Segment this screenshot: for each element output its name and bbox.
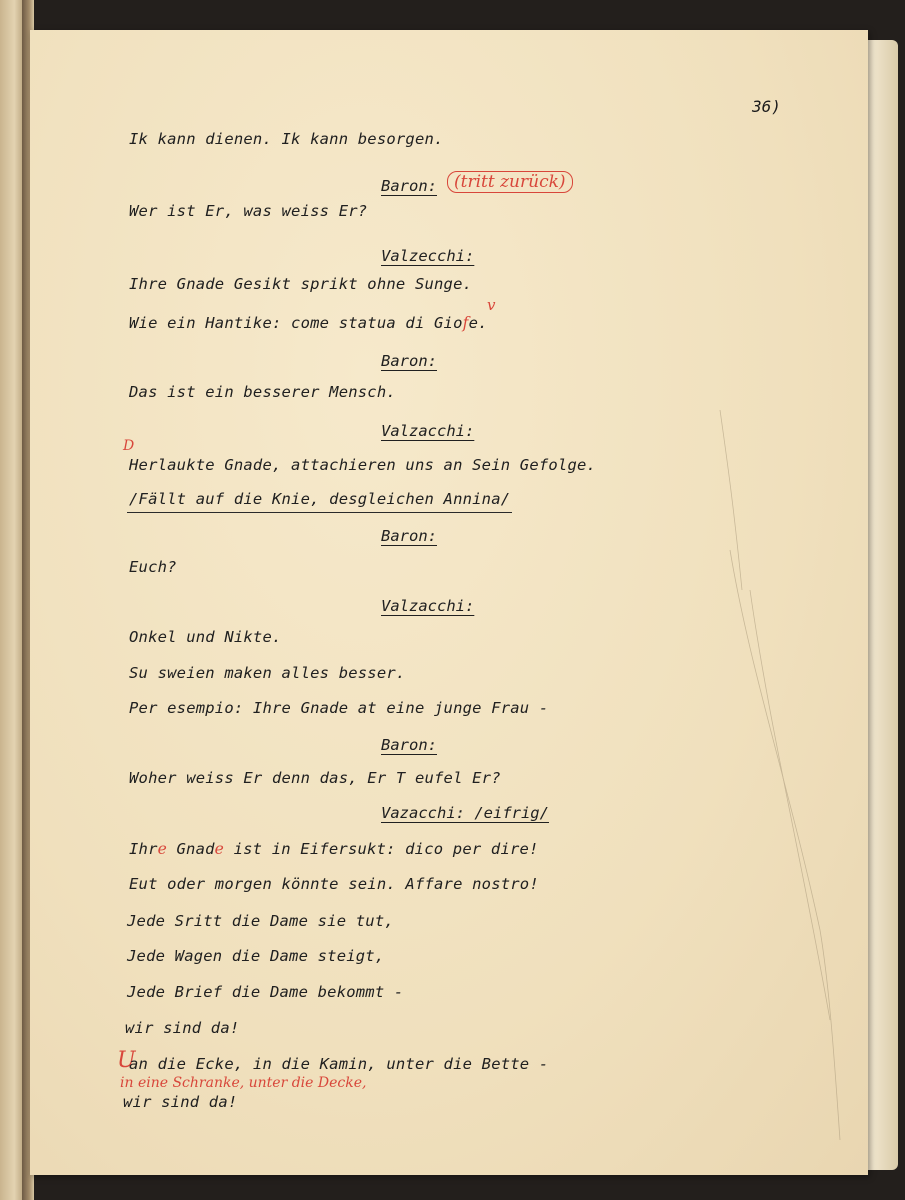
page-number: 36): [752, 97, 781, 116]
line-part: Wie ein Hantike: come statua di Gio: [129, 314, 463, 332]
dialogue-line: Das ist ein besserer Mensch.: [129, 383, 396, 401]
dialogue-line: Ik kann dienen. Ik kann besorgen.: [129, 130, 444, 148]
speaker-label: Vazacchi: /eifrig/: [381, 804, 549, 822]
dialogue-line: Herlaukte Gnade, attachieren uns an Sein Gefolge.: [129, 456, 597, 474]
handwritten-insertion: in eine Schranke, unter die Decke,: [120, 1075, 367, 1091]
line-part: Gnad: [166, 840, 215, 858]
correction-mark: e: [214, 840, 225, 858]
dialogue-line: Onkel und Nikte.: [129, 628, 282, 646]
underline-rule: [127, 512, 512, 513]
line-part: ist in Eifersukt: dico per dire!: [224, 840, 539, 858]
dialogue-line: wir sind da!: [125, 1019, 240, 1037]
line-part: e.: [468, 314, 488, 332]
dialogue-line: an die Ecke, in die Kamin, unter die Bette -: [129, 1055, 549, 1073]
dialogue-line: Euch?: [129, 558, 177, 576]
dialogue-line: Woher weiss Er denn das, Er T eufel Er?: [129, 769, 501, 787]
stage-direction: /Fällt auf die Knie, desgleichen Annina/: [129, 490, 511, 508]
correction-mark: U: [117, 1048, 136, 1073]
line-part: Ihr: [129, 840, 158, 858]
speaker-label: Valzacchi:: [381, 597, 475, 615]
dialogue-line: [129, 314, 488, 332]
speaker-label: Baron:: [381, 527, 437, 545]
dialogue-line: Per esempio: Ihre Gnade at eine junge Frau -: [129, 699, 549, 717]
speaker-label: Baron:: [381, 736, 437, 754]
dialogue-line: [129, 840, 539, 858]
correction-mark: f: [462, 314, 469, 332]
stage-direction-note: (tritt zurück): [447, 171, 573, 193]
dialogue-line: Su sweien maken alles besser.: [129, 664, 406, 682]
speaker-label: Baron:: [381, 352, 437, 370]
dialogue-line: Jede Sritt die Dame sie tut,: [127, 912, 394, 930]
correction-mark: D: [123, 438, 135, 454]
correction-mark: e: [157, 840, 167, 858]
speaker-label: Valzacchi:: [381, 422, 475, 440]
speaker-label: Baron:: [381, 177, 437, 195]
dialogue-line: wir sind da!: [123, 1093, 238, 1111]
dialogue-line: Jede Brief die Dame bekommt -: [127, 983, 404, 1001]
dialogue-line: Ihre Gnade Gesikt sprikt ohne Sunge.: [129, 275, 473, 293]
correction-mark: v: [487, 296, 496, 314]
dialogue-line: Jede Wagen die Dame steigt,: [127, 947, 385, 965]
dialogue-line: Eut oder morgen könnte sein. Affare nostro!: [129, 875, 539, 893]
speaker-label: Valzecchi:: [381, 247, 475, 265]
dialogue-line: Wer ist Er, was weiss Er?: [129, 202, 368, 220]
